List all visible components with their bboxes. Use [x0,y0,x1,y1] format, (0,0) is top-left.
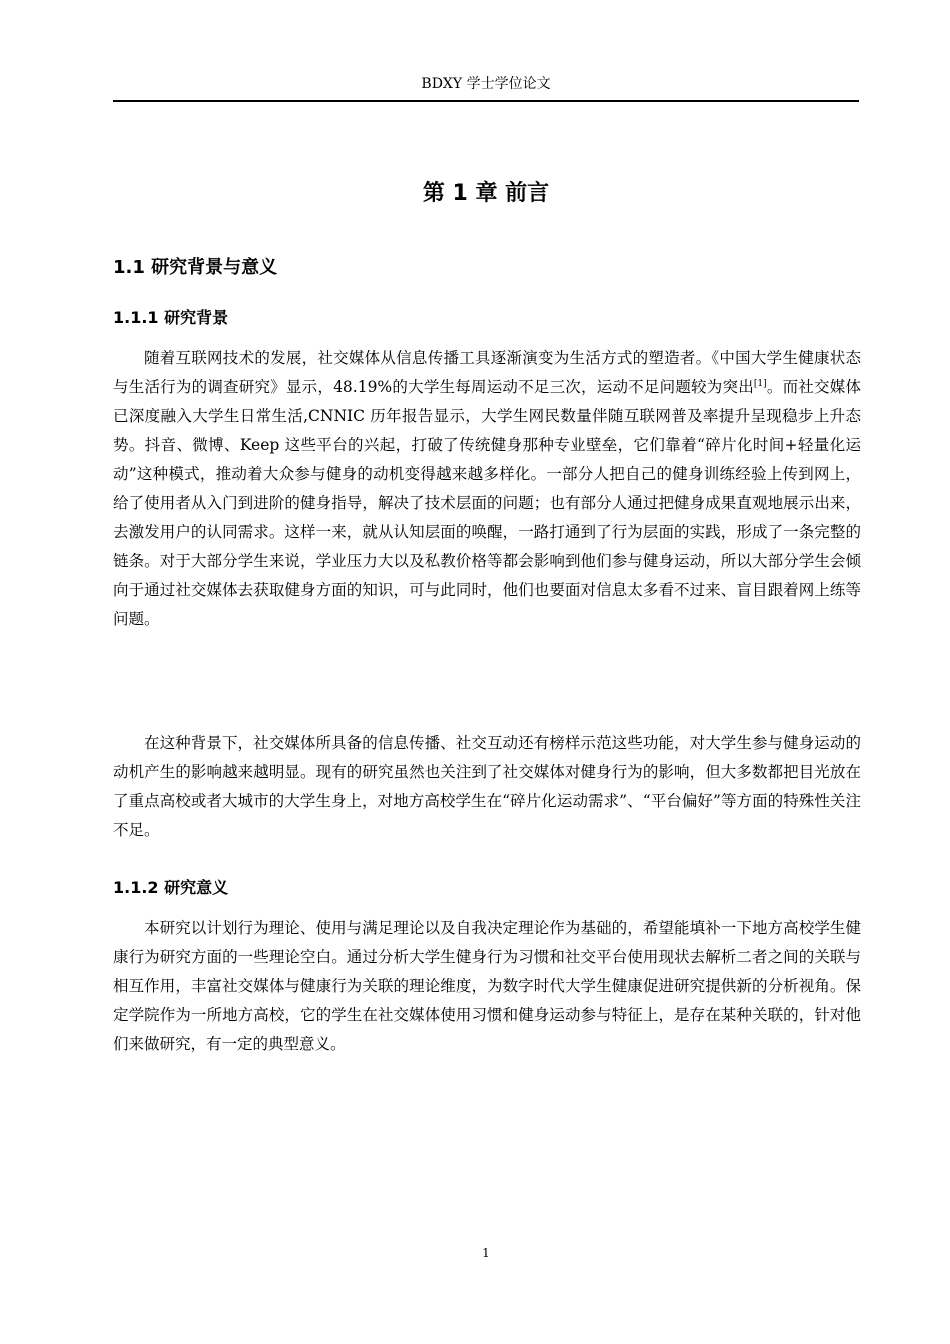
paragraph-background-1 [113,344,861,634]
paragraph-text: 。而社交媒体已深度融入大学生日常生活,CNNIC 历年报告显示，大学生网民数量伴随互联网普及率提升呈现稳步上升态势。抖音、微博、Keep 这些平台的兴起，打破了传统健身那种专业壁垒，它们靠着“碎片化时间+轻量化运动”这种模式，推动着大众参与健身的动机变得越来越多样化。一部分人把自己的健身训练经验上传到网上，给了使用者从入门到进阶的健身指导，解决了技术层面的问题；也有部分人通过把健身成果直观地展示出来，去激发用户的认同需求。这样一来，就从认知层面的唤醒，一路打通到了行为层面的实践，形成了一条完整的链条。对于大部分学生来说，学业压力大以及私教价格等都会影响到他们参与健身运动，所以大部分学生会倾向于通过社交媒体去获取健身方面的知识，可与此同时，他们也要面对信息太多看不过来、盲目跟着网上练等问题。 [113,378,861,628]
citation-reference: [1] [753,378,767,389]
paragraph-background-2: 在这种背景下，社交媒体所具备的信息传播、社交互动还有榜样示范这些功能，对大学生参与健身运动的动机产生的影响越来越明显。现有的研究虽然也关注到了社交媒体对健身行为的影响，但大多数都把目光放在了重点高校或者大城市的大学生身上，对地方高校学生在“碎片化运动需求”、“平台偏好”等方面的特殊性关注不足。 [113,734,861,839]
paragraph-text: 随着互联网技术的发展，社交媒体从信息传播工具逐渐演变为生活方式的塑造者。《中国大学生健康状态与生活行为的调查研究》显示，48.19%的大学生每周运动不足三次，运动不足问题较为突出 [113,349,861,396]
subsection-heading-significance: 1.1.2 研究意义 [113,878,229,897]
paragraph-significance-1: 本研究以计划行为理论、使用与满足理论以及自我决定理论作为基础的，希望能填补一下地方高校学生健康行为研究方面的一些理论空白。通过分析大学生健身行为习惯和社交平台使用现状去解析二者之间的关联与相互作用，丰富社交媒体与健康行为关联的理论维度，为数字时代大学生健康促进研究提供新的分析视角。保定学院作为一所地方高校，它的学生在社交媒体使用习惯和健身运动参与特征上，是存在某种关联的，针对他们来做研究，有一定的典型意义。 [113,919,861,1053]
subsection-heading-background: 1.1.1 研究背景 [113,308,229,327]
page-number: 1 [482,1246,490,1260]
running-header: BDXY 学士学位论文 [421,76,551,92]
chapter-title: 第 1 章 前言 [422,181,550,206]
section-heading: 1.1 研究背景与意义 [113,257,278,278]
header-divider [113,100,859,102]
